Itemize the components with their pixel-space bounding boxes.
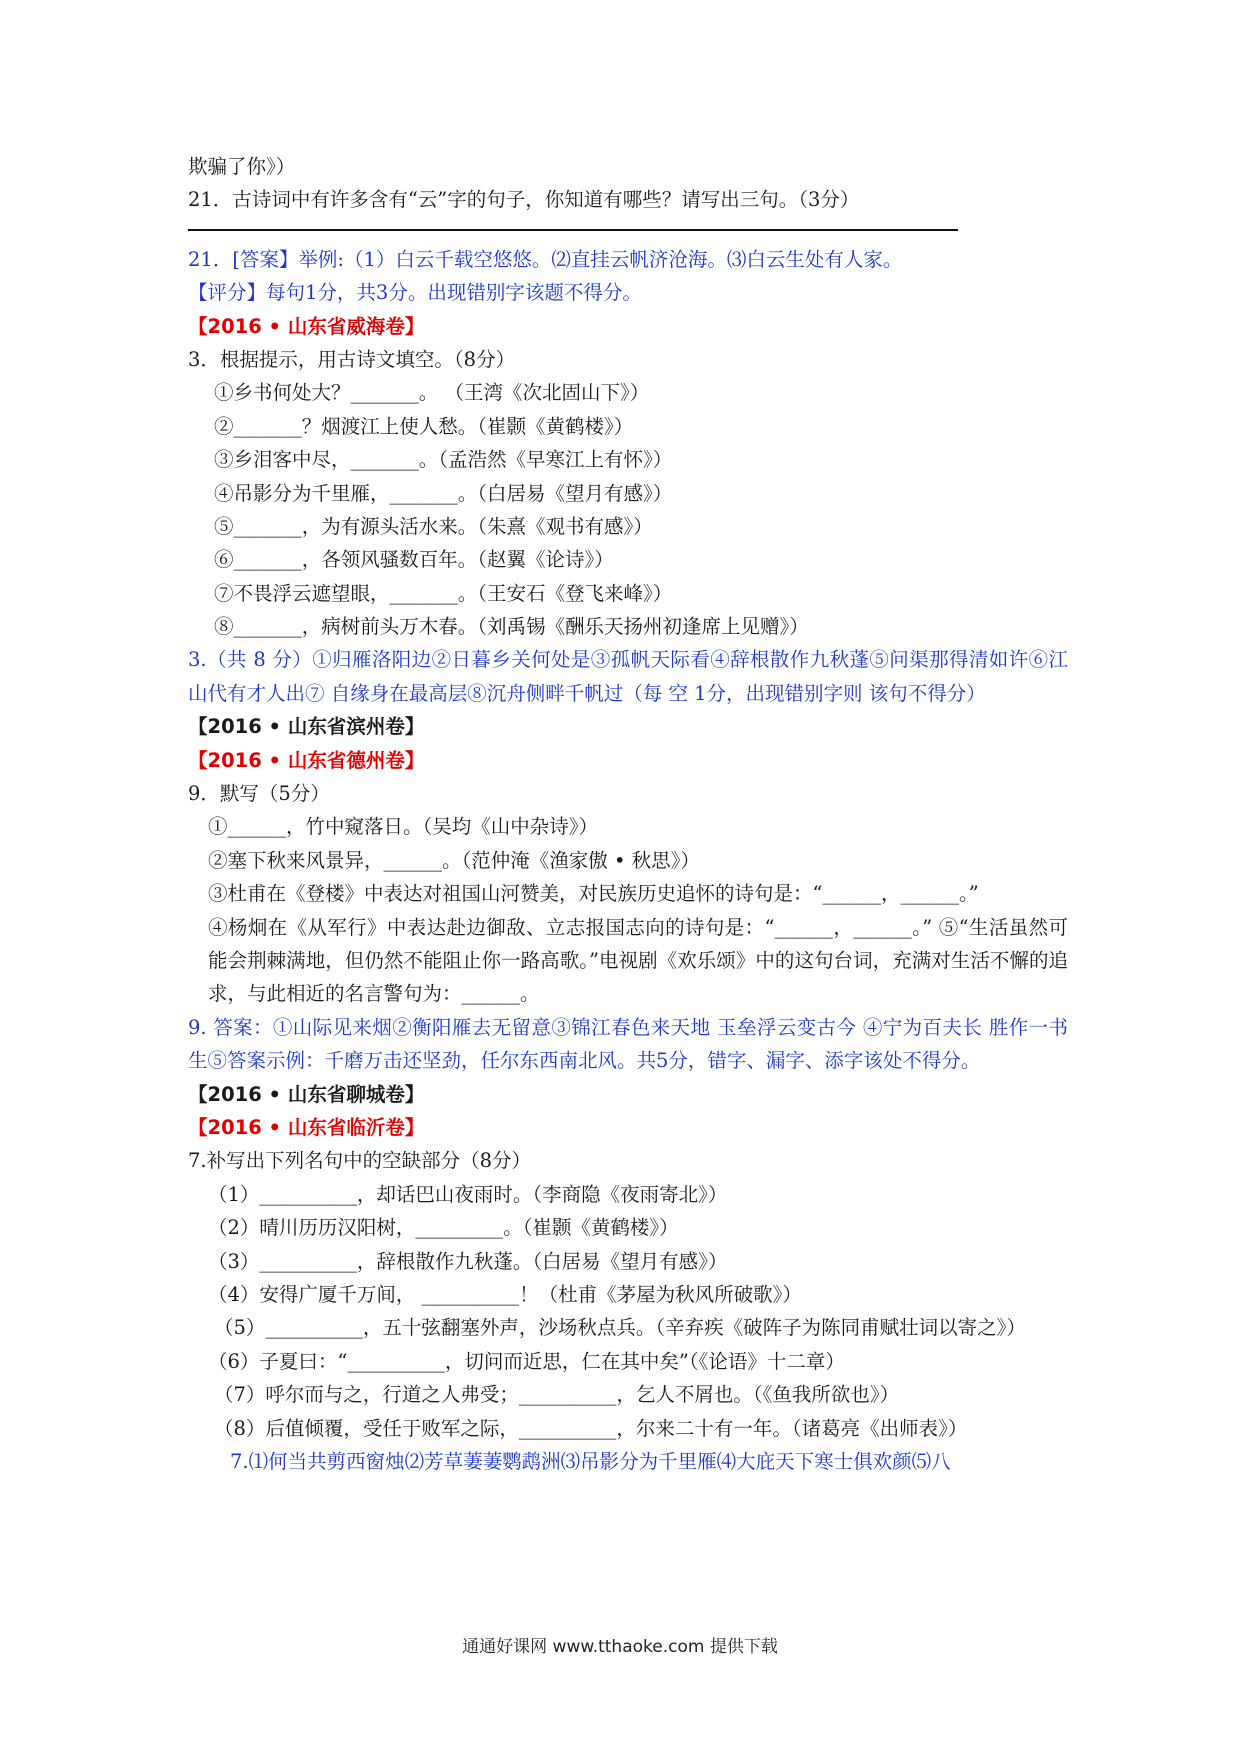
question-7-item-4: （4）安得广厦千万间， __________！（杜甫《茅屋为秋风所破歌》）	[208, 1283, 802, 1306]
question-7-item-3: （3）__________，辞根散作九秋蓬。（白居易《望月有感》）	[208, 1249, 728, 1273]
question-7-item-2: （2）晴川历历汉阳树，_________。（崔颢《黄鹤楼》）	[208, 1216, 679, 1240]
question-3-item-2: ②_______？烟渡江上使人愁。（崔颢《黄鹤楼》）	[214, 414, 634, 438]
question-7-item-6: （6）子夏曰：“__________，切问而近思，仁在其中矣”（《论语》十二章）	[208, 1349, 845, 1373]
question-7-item-8: （8）后值倾覆，受任于败军之际，__________，尔来二十有一年。（诸葛亮《出师表》）	[214, 1416, 968, 1440]
question-21: 21．古诗词中有许多含有“云”字的句子，你知道有哪些？请写出三句。（3分）	[188, 188, 860, 212]
question-3-item-1: ①乡书何处大？_______。 （王湾《次北固山下》）	[214, 381, 650, 405]
question-3-item-7: ⑦不畏浮云遮望眼，_______。（王安石《登飞来峰》）	[214, 581, 673, 605]
question-7: 7.补写出下列名句中的空缺部分（8分）	[188, 1149, 532, 1173]
answer-blank-line	[188, 217, 1068, 243]
section-heading-weihai: 【2016 • 山东省威海卷】	[188, 314, 425, 338]
section-heading-liaocheng: 【2016 • 山东省聊城卷】	[188, 1082, 425, 1106]
question-9: 9．默写（5分）	[188, 782, 330, 806]
question-3-item-5: ⑤_______，为有源头活水来。（朱熹《观书有感》）	[214, 514, 653, 538]
answer-9: 9. 答案：①山际见来烟②衡阳雁去无留意③锦江春色来天地 玉垒浮云变古今 ④宁为百夫长 胜作一书生⑤答案示例：千磨万击还坚劲，任尔东西南北风。共5分，错字、漏字、添字该处不得分。	[188, 1015, 1068, 1073]
page-footer: 通通好课网 www.tthaoke.com 提供下载	[462, 1637, 778, 1657]
scoring-21: 【评分】每句1分，共3分。出现错别字该题不得分。	[188, 281, 642, 305]
document-body	[188, 150, 1068, 1478]
section-heading-binzhou: 【2016 • 山东省滨州卷】	[188, 715, 425, 739]
question-9-item-1: ①______，竹中窥落日。（吴均《山中杂诗》）	[208, 815, 599, 839]
question-7-item-7: （7）呼尔而与之，行道之人弗受；__________，乞人不屑也。（《鱼我所欲也》）	[214, 1383, 900, 1407]
section-heading-dezhou: 【2016 • 山东省德州卷】	[188, 748, 425, 772]
question-3-item-4: ④吊影分为千里雁，_______。（白居易《望月有感》）	[214, 481, 673, 505]
answer-21: 21．[答案】举例:（1）白云千载空悠悠。⑵直挂云帆济沧海。⑶白云生处有人家。	[188, 247, 903, 271]
question-9-item-4-5: ④杨炯在《从军行》中表达赴边御敌、立志报国志向的诗句是：“______，______。” ⑤“生活虽然可能会荆棘满地，但仍然不能阻止你一路高歌。”电视剧《欢乐颂》中的这句台词，充满对生活不懈的追求，与此相近的名言警句为：______。	[208, 915, 1068, 1006]
text-line: 欺骗了你》）	[188, 155, 296, 178]
section-heading-linyi: 【2016 • 山东省临沂卷】	[188, 1116, 425, 1140]
question-9-item-3: ③杜甫在《登楼》中表达对祖国山河赞美，对民族历史追怀的诗句是：“______，______。”	[208, 882, 979, 906]
question-9-item-2: ②塞下秋来风景异，______。（范仲淹《渔家傲 • 秋思》）	[208, 848, 700, 872]
answer-7: 7.⑴何当共剪西窗烛⑵芳草萋萋鹦鹉洲⑶吊影分为千里雁⑷大庇天下寒士俱欢颜⑸八	[230, 1449, 951, 1473]
question-3: 3．根据提示，用古诗文填空。（8分）	[188, 347, 516, 371]
question-3-item-3: ③乡泪客中尽，_______。（孟浩然《早寒江上有怀》）	[214, 448, 673, 472]
question-7-item-1: （1）__________，却话巴山夜雨时。（李商隐《夜雨寄北》）	[208, 1182, 728, 1206]
answer-3: 3.（共 8 分）①归雁洛阳边②日暮乡关何处是③孤帆天际看④辞根散作九秋蓬⑤问渠那得清如许⑥江山代有才人出⑦ 自缘身在最高层⑧沉舟侧畔千帆过（每 空 1分，出现错别字则 该句不得分）	[188, 648, 1068, 705]
question-3-item-8: ⑧_______，病树前头万木春。（刘禹锡《酬乐天扬州初逢席上见赠》）	[214, 615, 809, 639]
question-7-item-5: （5）__________，五十弦翻塞外声，沙场秋点兵。（辛弃疾《破阵子为陈同甫赋壮词以寄之》）	[214, 1316, 1026, 1340]
question-3-item-6: ⑥_______，各领风骚数百年。（赵翼《论诗》）	[214, 548, 614, 572]
